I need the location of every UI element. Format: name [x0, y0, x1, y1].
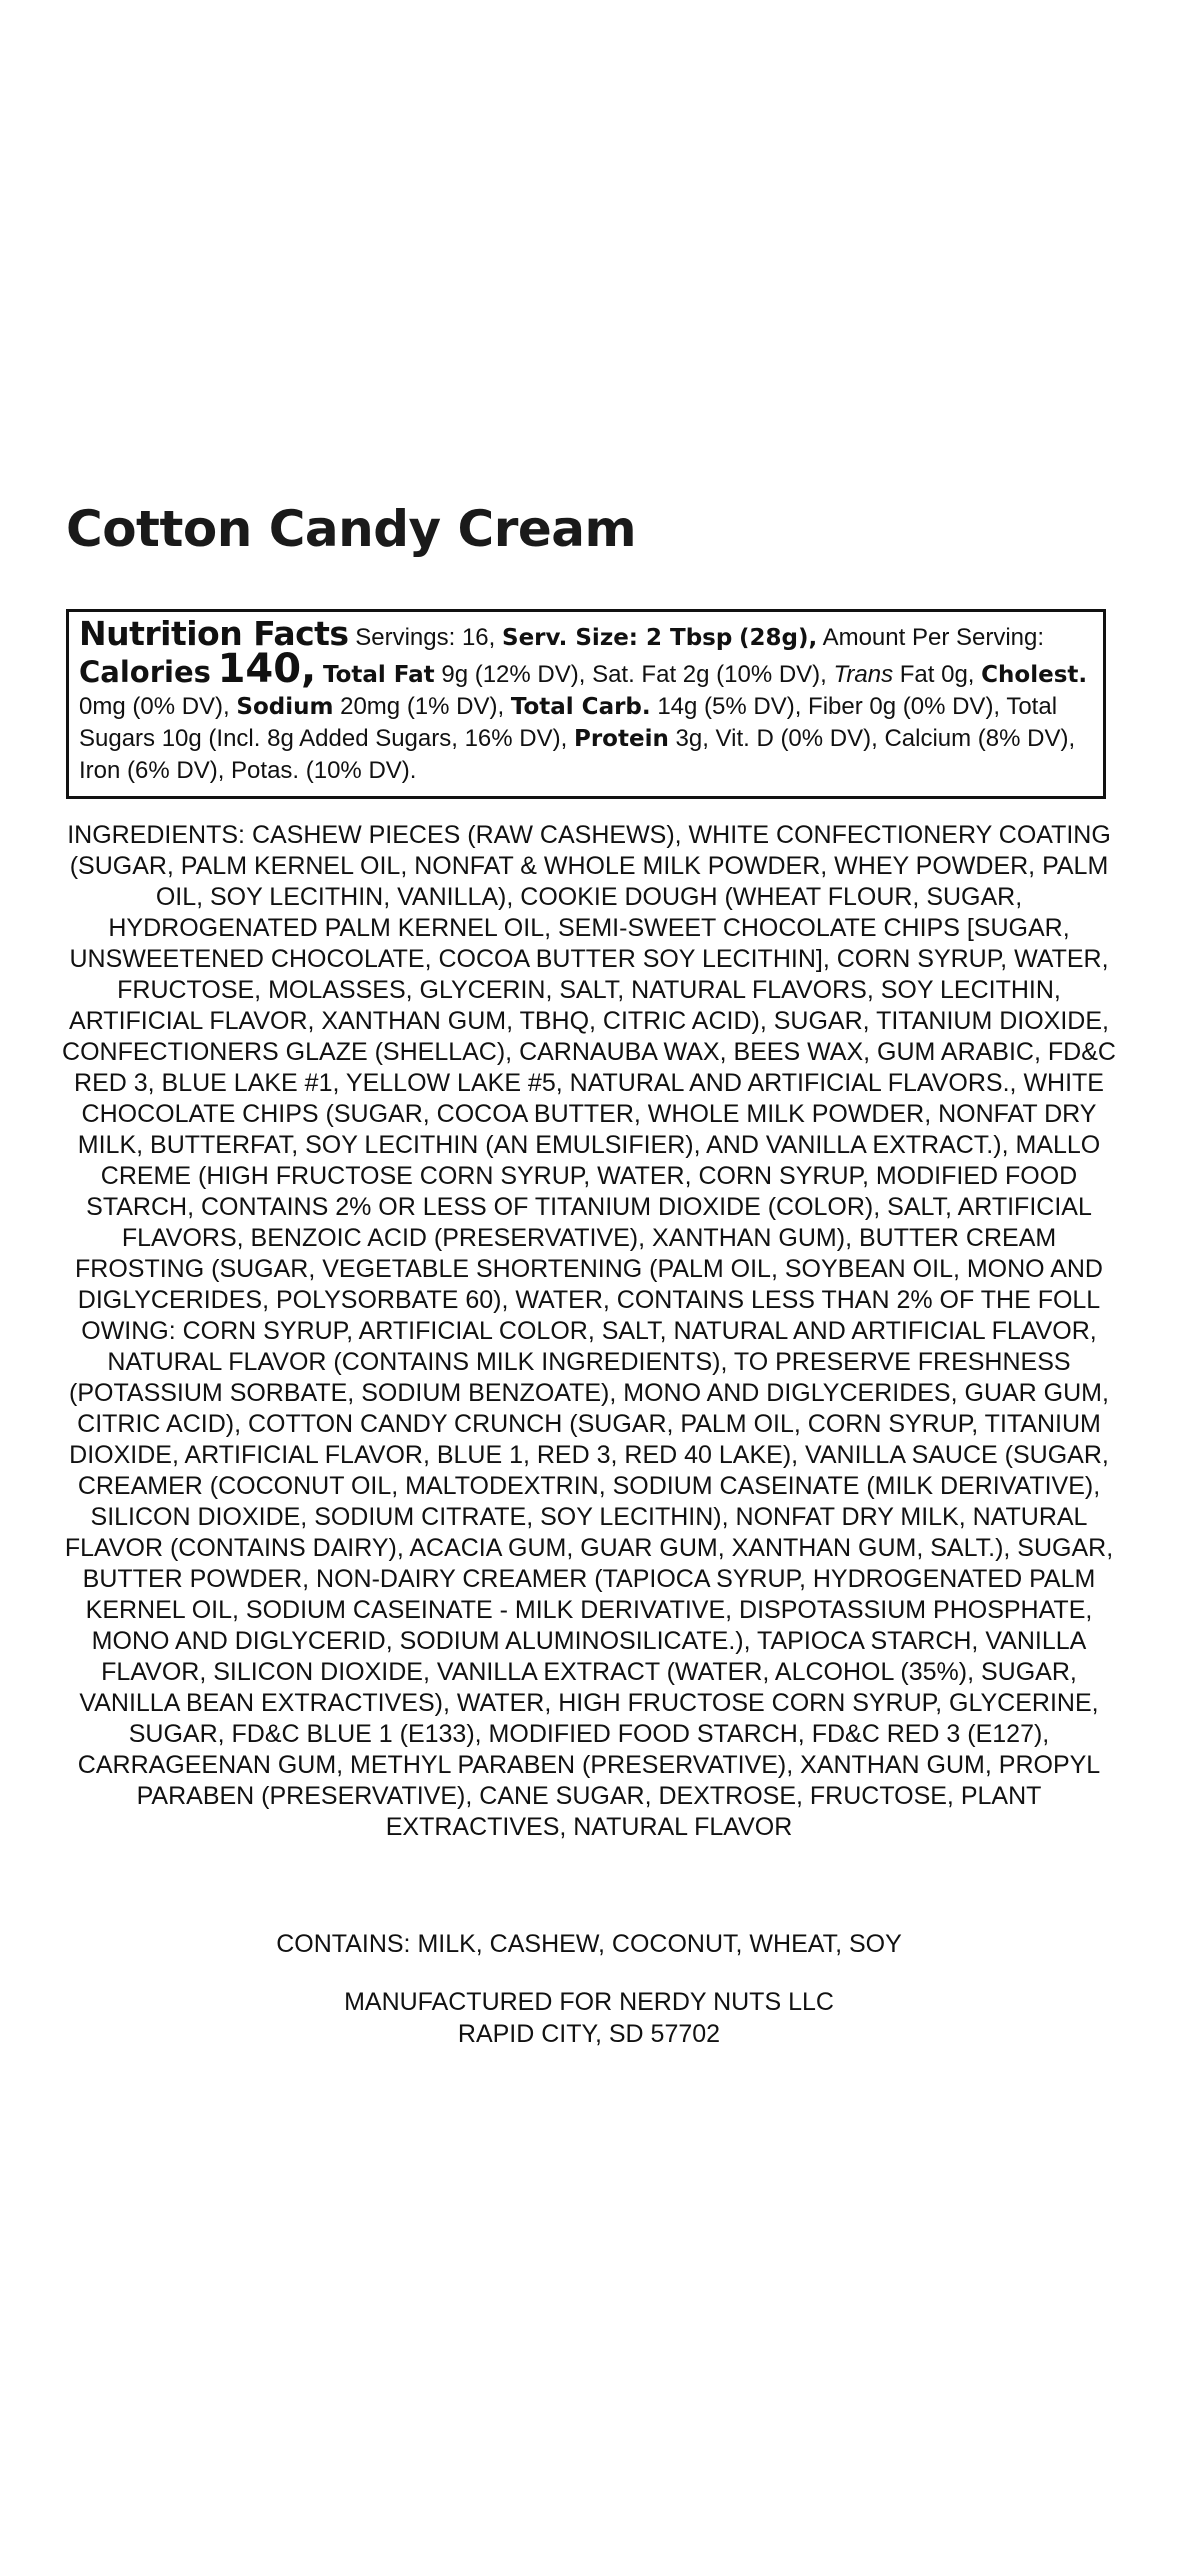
protein-value: 3g, Vit. D (0% DV), Calcium (8% DV), Iron (6% DV), Potas. (10% DV).	[79, 725, 1076, 784]
servings-text: Servings: 16,	[355, 624, 496, 651]
amount-per-serving: Amount Per Serving:	[822, 624, 1045, 651]
ingredients-list: INGREDIENTS: CASHEW PIECES (RAW CASHEWS), WHITE CONFECTIONERY COATING (SUGAR, PALM KERNEL OIL, NONFAT & WHOLE MILK POWDER, WHEY POWDER, PALM OIL, SOY LECITHIN, VANILLA), COOKIE DOUGH (WHEAT FLOUR, SUGAR, HYDROGENATED PALM KERNEL OIL, SEMI-SWEET CHOCOLATE CHIPS [SUGAR, UNSWEETENED CHOCOLATE, COCOA BUTTER SOY LECITHIN], CORN SYRUP, WATER, FRUCTOSE, MOLASSES, GLYCERIN, SALT, NATURAL FLAVORS, SOY LECITHIN, ARTIFICIAL FLAVOR, XANTHAN GUM, TBHQ, CITRIC ACID), SUGAR, TITANIUM DIOXIDE, CONFECTIONERS GLAZE (SHELLAC), CARNAUBA WAX, BEES WAX, GUM ARABIC, FD&C RED 3, BLUE LAKE #1, YELLOW LAKE #5, NATURAL AND ARTIFICIAL FLAVORS., WHITE CHOCOLATE CHIPS (SUGAR, COCOA BUTTER, WHOLE MILK POWDER, NONFAT DRY MILK, BUTTERFAT, SOY LECITHIN (AN EMULSIFIER), AND VANILLA EXTRACT.), MALLO CREME (HIGH FRUCTOSE CORN SYRUP, WATER, CORN SYRUP, MODIFIED FOOD STARCH, CONTAINS 2% OR LESS OF TITANIUM DIOXIDE (COLOR), SALT, ARTIFICIAL FLAVORS, BENZOIC ACID (PRESERVATIVE), XANTHAN GUM), BUTTER CREAM FROSTING (SUGAR, VEGETABLE SHORTENING (PALM OIL, SOYBEAN OIL, MONO AND DIGLYCERIDES, POLYSORBATE 60), WATER, CONTAINS LESS THAN 2% OF THE FOLL OWING: CORN SYRUP, ARTIFICIAL COLOR, SALT, NATURAL AND ARTIFICIAL FLAVOR, NATURAL FLAVOR (CONTAINS MILK INGREDIENTS), TO PRESERVE FRESHNESS (POTASSIUM SORBATE, SODIUM BENZOATE), MONO AND DIGLYCERIDES, GUAR GUM, CITRIC ACID), COTTON CANDY CRUNCH (SUGAR, PALM OIL, CORN SYRUP, TITANIUM DIOXIDE, ARTIFICIAL FLAVOR, BLUE 1, RED 3, RED 40 LAKE), VANILLA SAUCE (SUGAR, CREAMER (COCONUT OIL, MALTODEXTRIN, SODIUM CASEINATE (MILK DERIVATIVE), SILICON DIOXIDE, SODIUM CITRATE, SOY LECITHIN), NONFAT DRY MILK, NATURAL FLAVOR (CONTAINS DAIRY), ACACIA GUM, GUAR GUM, XANTHAN GUM, SALT.), SUGAR, BUTTER POWDER, NON-DAIRY CREAMER (TAPIOCA SYRUP, HYDROGENATED PALM KERNEL OIL, SODIUM CASEINATE - MILK DERIVATIVE, DISPOTASSIUM PHOSPHATE, MONO AND DIGLYCERID, SODIUM ALUMINOSILICATE.), TAPIOCA STARCH, VANILLA FLAVOR, SILICON DIOXIDE, VANILLA EXTRACT (WATER, ALCOHOL (35%), SUGAR, VANILLA BEAN EXTRACTIVES), WATER, HIGH FRUCTOSE CORN SYRUP, GLYCERINE, SUGAR, FD&C BLUE 1 (E133), MODIFIED FOOD STARCH, FD&C RED 3 (E127), CARRAGEENAN GUM, METHYL PARABEN (PRESERVATIVE), XANTHAN GUM, PROPYL PARABEN (PRESERVATIVE), CANE SUGAR, DEXTROSE, FRUCTOSE, PLANT EXTRACTIVES, NATURAL FLAVOR	[62, 821, 1116, 1841]
total-carb-value: 14g (5% DV), Fiber 0g (0% DV), Total Sugars 10g (Incl. 8g Added Sugars, 16% DV),	[79, 693, 1058, 752]
sodium-value: 20mg (1% DV),	[340, 693, 505, 720]
cholesterol-value: 0mg (0% DV),	[79, 693, 230, 720]
calories-label: Calories	[79, 655, 211, 689]
calories-value: 140,	[217, 646, 317, 692]
sodium-label: Sodium	[236, 694, 334, 720]
manufacturer-name: MANUFACTURED FOR NERDY NUTS LLC	[344, 1988, 834, 2016]
cholesterol-label: Cholest.	[981, 662, 1088, 688]
total-carb-label: Total Carb.	[510, 694, 651, 720]
protein-label: Protein	[573, 726, 669, 752]
total-fat-value: 9g (12% DV), Sat. Fat 2g (10% DV),	[441, 661, 827, 688]
serving-size-label: Serv. Size: 2 Tbsp	[502, 625, 733, 651]
nutrition-facts-heading: Nutrition Facts	[79, 614, 349, 653]
trans-fat-value: Fat 0g,	[899, 661, 975, 688]
trans-fat-label: Trans	[833, 661, 894, 688]
manufacturer-address: RAPID CITY, SD 57702	[457, 2020, 721, 2048]
allergen-statement: CONTAINS: MILK, CASHEW, COCONUT, WHEAT, SOY	[276, 1930, 902, 1958]
total-fat-label: Total Fat	[322, 662, 435, 688]
product-title: Cotton Candy Cream	[66, 500, 637, 558]
manufacturer-info	[60, 1986, 1118, 2050]
serving-size-value: (28g),	[739, 625, 818, 651]
nutrition-facts-panel	[66, 609, 1106, 799]
